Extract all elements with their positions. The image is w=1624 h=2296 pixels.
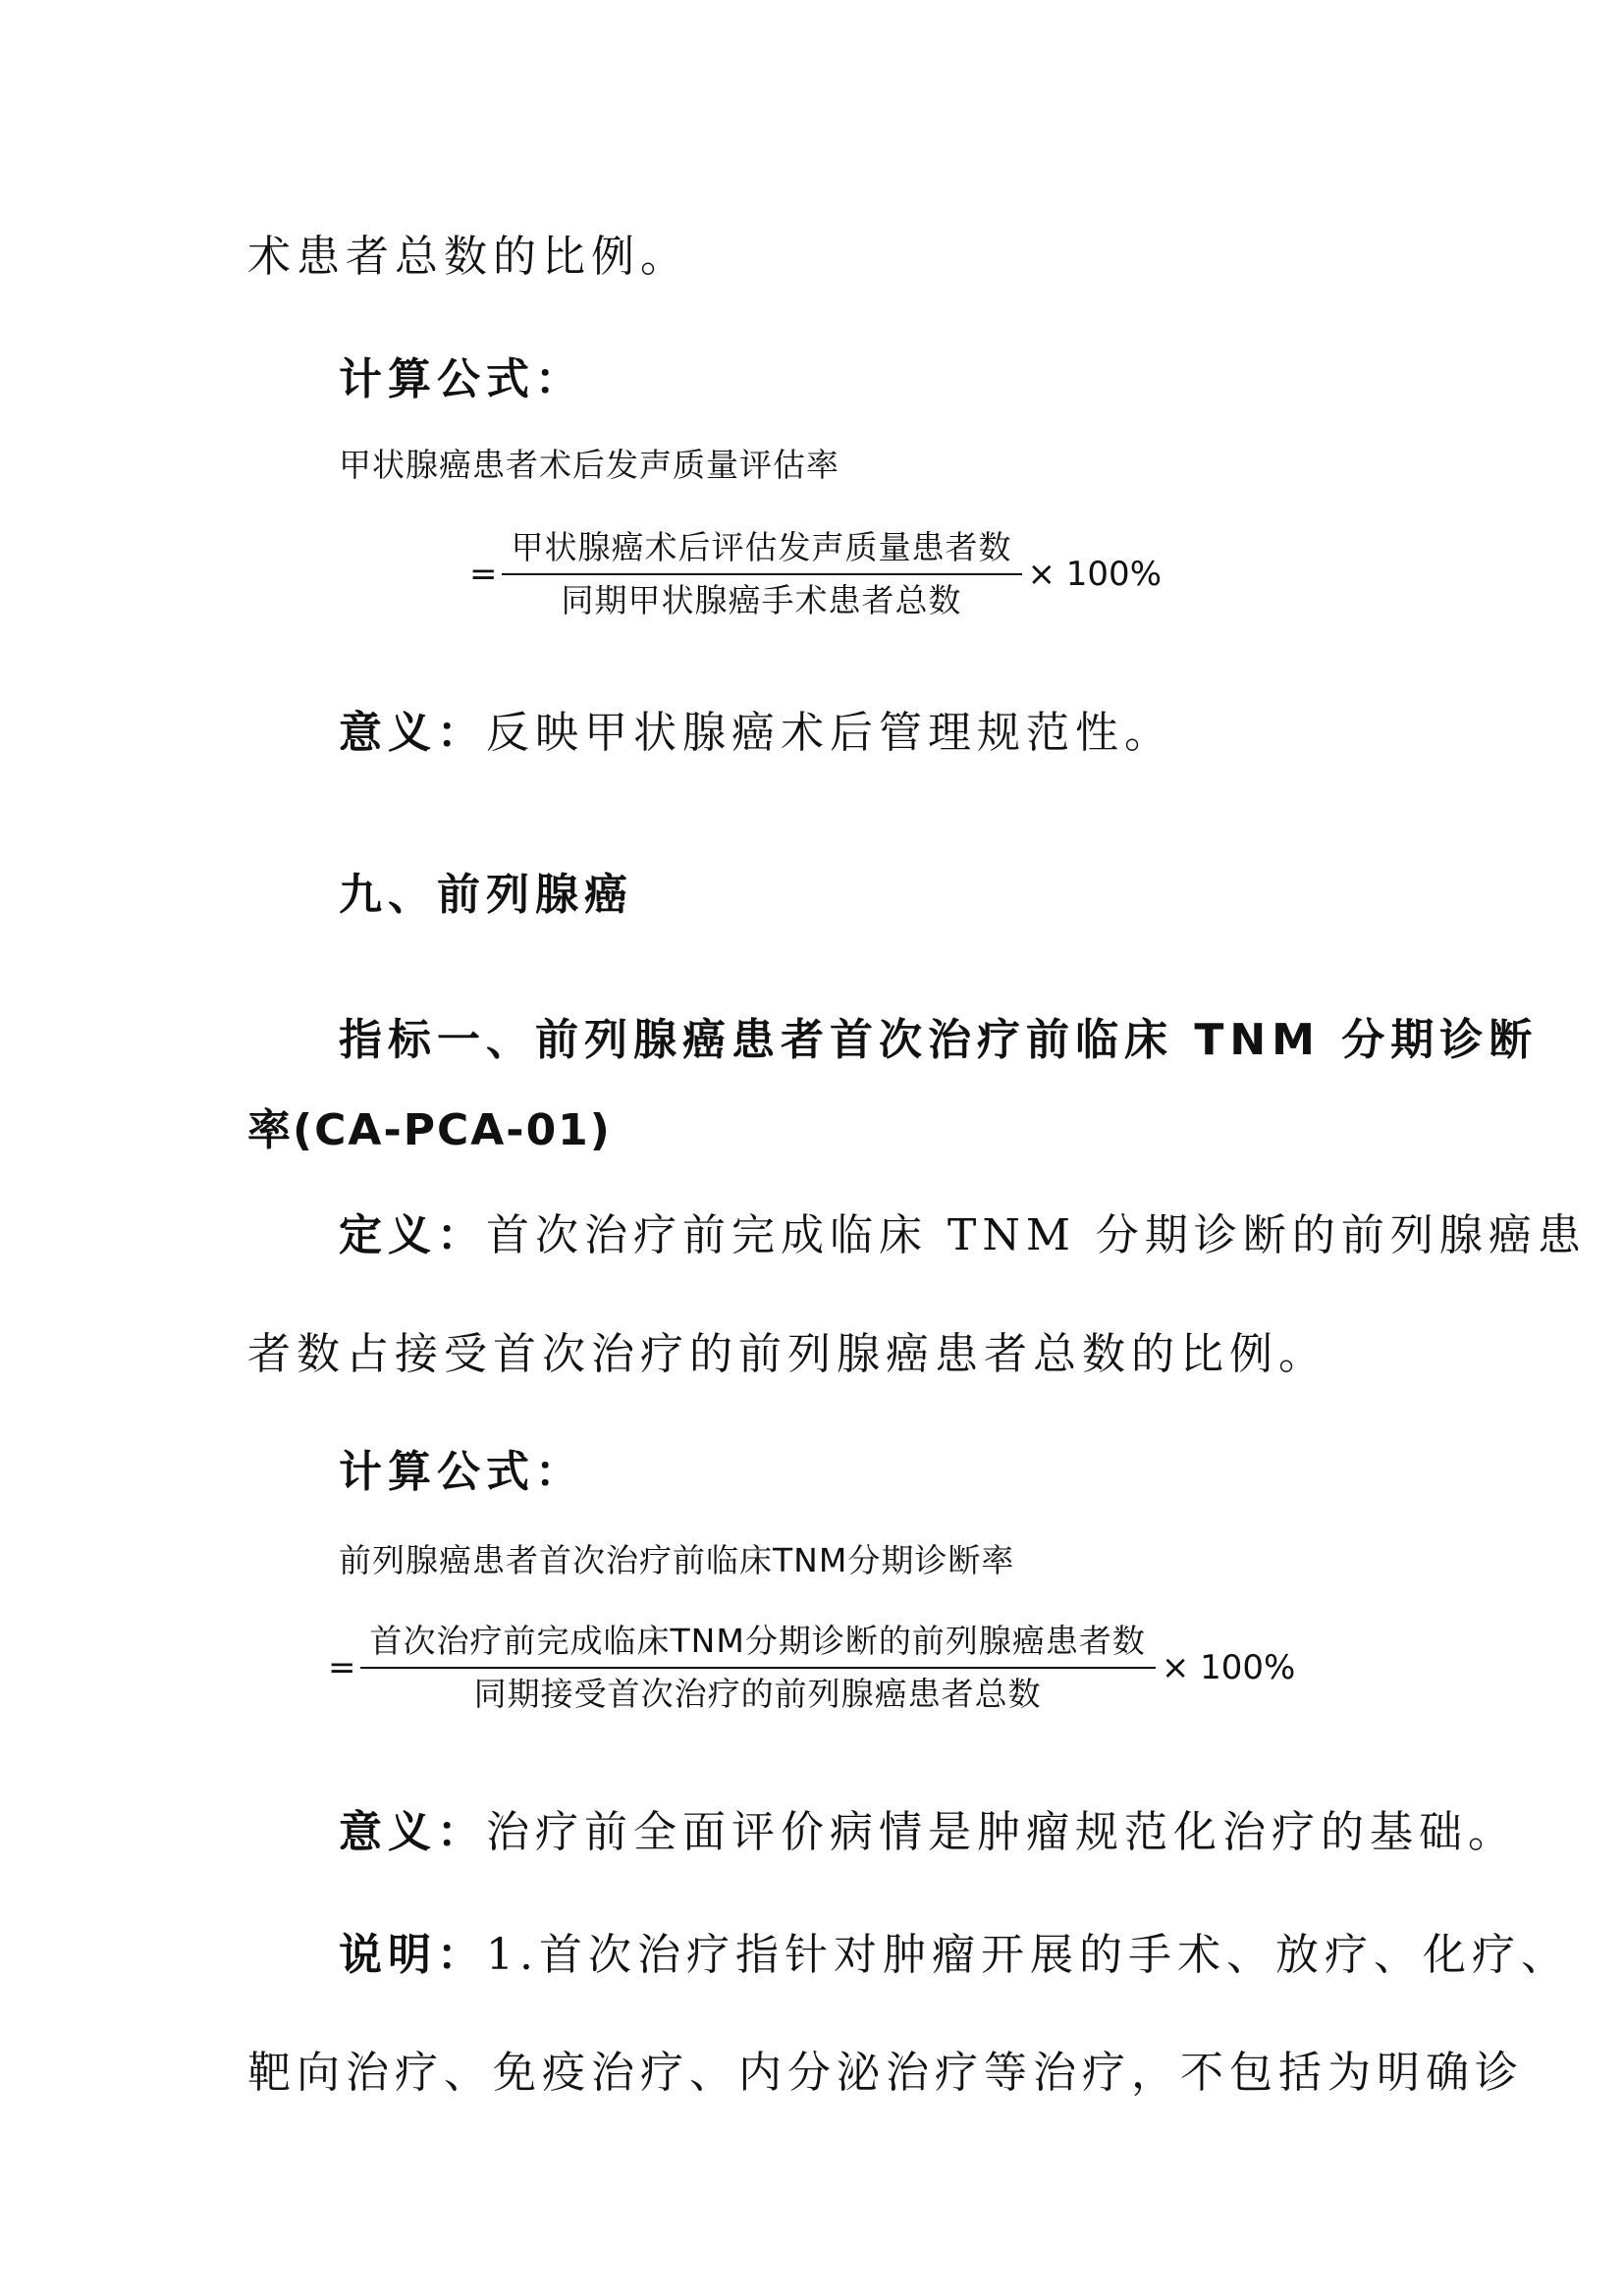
equals-sign: = (469, 554, 498, 594)
equals-sign: = (328, 1647, 356, 1687)
note-text: 1.首次治疗指针对肿瘤开展的手术、放疗、化疗、 (486, 1930, 1570, 1980)
indicator-title-line-2: 率(CA-PCA-01) (247, 1105, 612, 1155)
meaning-text: 反映甲状腺癌术后管理规范性。 (486, 708, 1173, 758)
note-text-continued: 靶向治疗、免疫治疗、内分泌治疗等治疗，不包括为明确诊 (247, 2048, 1524, 2098)
formula-label: 计算公式： (339, 1447, 584, 1497)
fraction-bar (502, 573, 1022, 575)
meaning-paragraph (339, 708, 1173, 758)
meaning-label: 意义： (339, 708, 486, 758)
definition-text: 首次治疗前完成临床 TNM 分期诊断的前列腺癌患 (486, 1210, 1587, 1260)
formula-title: 前列腺癌患者首次治疗前临床TNM分期诊断率 (339, 1541, 1015, 1579)
definition-paragraph (339, 1210, 1587, 1260)
indicator-title-line-1: 指标一、前列腺癌患者首次治疗前临床 TNM 分期诊断 (339, 1015, 1539, 1065)
meaning-label: 意义： (339, 1807, 486, 1857)
definition-label: 定义： (339, 1210, 486, 1260)
fraction (502, 528, 1022, 619)
multiplier: × 100% (1161, 1647, 1296, 1687)
formula-fraction (469, 528, 1162, 619)
body-text-line: 术患者总数的比例。 (247, 232, 689, 282)
multiplier: × 100% (1027, 554, 1162, 594)
section-heading: 九、前列腺癌 (339, 870, 633, 920)
fraction-denominator: 同期甲状腺癌手术患者总数 (561, 580, 962, 619)
note-label: 说明： (339, 1930, 486, 1980)
note-paragraph (339, 1930, 1570, 1980)
fraction-denominator: 同期接受首次治疗的前列腺癌患者总数 (473, 1674, 1042, 1713)
formula-fraction (328, 1622, 1295, 1713)
formula-label: 计算公式： (339, 354, 584, 404)
fraction (360, 1622, 1156, 1713)
definition-text-continued: 者数占接受首次治疗的前列腺癌患者总数的比例。 (247, 1329, 1327, 1379)
meaning-text: 治疗前全面评价病情是肿瘤规范化治疗的基础。 (486, 1807, 1517, 1857)
formula-title: 甲状腺癌患者术后发声质量评估率 (339, 446, 839, 484)
fraction-numerator: 甲状腺癌术后评估发声质量患者数 (511, 528, 1012, 566)
fraction-numerator: 首次治疗前完成临床TNM分期诊断的前列腺癌患者数 (369, 1622, 1146, 1660)
meaning-paragraph (339, 1807, 1517, 1857)
fraction-bar (360, 1667, 1156, 1669)
